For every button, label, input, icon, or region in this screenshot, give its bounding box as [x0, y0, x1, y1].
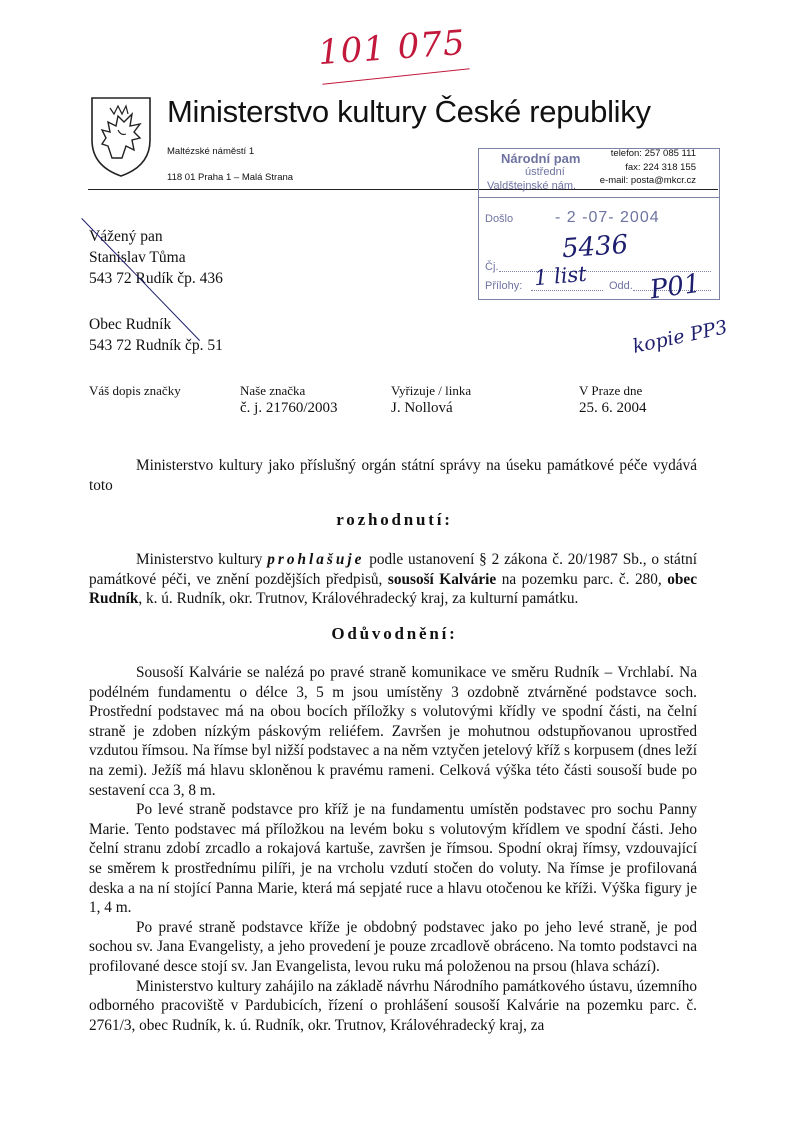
stamp-line-1: Národní pam — [501, 151, 581, 166]
handled-label: Vyřizuje / linka — [391, 383, 472, 398]
decision-verb: prohlašuje — [267, 551, 365, 568]
intro-paragraph: Ministerstvo kultury jako příslušný orgán státní správy na úseku památkové péče vydává toto — [89, 457, 697, 494]
handwritten-margin-note-2: kopie PP3 — [630, 316, 730, 358]
our-ref-value: č. j. 21760/2003 — [240, 400, 338, 416]
stamp-received-date: - 2 -07- 2004 — [555, 209, 660, 226]
date-value: 25. 6. 2004 — [579, 400, 647, 416]
reasoning-paragraph: Sousoší Kalvárie se nalézá po pravé straně komunikace ve směru Rudník – Vrchlabí. Na podélném fundamentu o délce 3, 5 m jsou umístěny 3 ozdobně ztvárněné podstavce soch. Prostřední podstavec má na obou bocích příložky s volutovými křídly ve spodní části, na čelní straně je zdoben nízkým páskovým reliéfem. Završen je mohutnou odstupňovanou uprostřed vzdutou římsou. Na římse byl nižší podstavec a na něm vztyčen jetelový kříž s korpusem (dnes leží na zemi). Ježíš má hlavu skloněnou k pravému rameni. Celková výška této části sousoší bude po sestavení cca 3, 8 m. — [89, 664, 697, 799]
recipient-block-1 — [89, 226, 223, 289]
reasoning-body — [89, 663, 697, 1035]
stamp-received-label: Došlo — [485, 213, 514, 225]
reasoning-heading: Odůvodnění: — [331, 624, 458, 643]
handwritten-margin-note-1: P01 — [648, 268, 703, 306]
recipient-name: Stanislav Tůma — [89, 249, 186, 266]
handwritten-pages-note: 1 list — [533, 261, 588, 291]
letterhead-city: 118 01 Praha 1 – Malá Strana — [167, 172, 294, 183]
stamp-attachments-label: Přílohy: — [485, 280, 523, 292]
stamp-attachments-dots — [531, 290, 603, 291]
recipient-name: Obec Rudník — [89, 316, 172, 333]
recipient-block-2 — [89, 314, 223, 356]
reasoning-paragraph: Po levé straně podstavce pro kříž je na fundamentu umístěn podstavec pro sochu Panny Marie. Tento podstavec má příložkou na levém boku s volutovým křídlem ve spodní části. Jeho čelní stranu zdobí zrcadlo a rokajová kartuše, završen je římsou. Spodní okraj římsy, vzdouvající se směrem k prostřednímu pilíři, je na vrcholu vzdutí stočen do voluty. Na římse je profilovaná deska a na ní stojící Panna Marie, která má sepjaté ruce a hlavu otočenou ke kříži. Výška figury je 1, 4 m. — [89, 801, 697, 917]
handled-value: J. Nollová — [391, 400, 453, 416]
stamp-divider — [479, 197, 719, 198]
recipient-address: 543 72 Rudík čp. 436 — [89, 270, 223, 287]
coat-of-arms-icon — [88, 94, 154, 178]
decision-paragraph: Ministerstvo kultury prohlašuje podle ustanovení § 2 zákona č. 20/1987 Sb., o státní památkové péči, ve znění pozdějších předpisů, sousoší Kalvárie na pozemku parc. č. 280, obec Rudník, k. ú. Rudník, okr. Trutnov, Královéhradecký kraj, za kulturní památku. — [89, 551, 698, 608]
letterhead-email: e-mail: posta@mkcr.cz — [599, 175, 696, 186]
stamp-line-3: Valdštejnské nám. — [487, 180, 577, 192]
stamp-dept-label: Odd. — [609, 280, 633, 292]
recipient-salutation: Vážený pan — [89, 228, 163, 245]
stamp-ref-label: Čj. — [485, 261, 499, 273]
handwritten-stamp-number: 5436 — [561, 229, 630, 265]
letterhead-title: Ministerstvo kultury České republiky — [167, 94, 651, 129]
letterhead-fax: fax: 224 318 155 — [625, 162, 696, 173]
letterhead-phone: telefon: 257 085 111 — [610, 148, 696, 159]
your-ref-label: Váš dopis značky — [89, 383, 181, 398]
letterhead-street: Maltézské náměstí 1 — [167, 146, 255, 157]
recipient-address: 543 72 Rudník čp. 51 — [89, 337, 223, 354]
handwritten-file-number: 101 075 — [316, 22, 467, 74]
reasoning-paragraph: Ministerstvo kultury zahájilo na základě návrhu Národního památkového ústavu, územního odborného pracoviště v Pardubicích, řízení o prohlášení sousoší Kalvárie na pozemku parc. č. 2761/3, obec Rudník, k. ú. Rudník, okr. Trutnov, Královéhradecký kraj, za — [89, 977, 697, 1034]
reasoning-paragraph: Po pravé straně podstavce kříže je obdobný podstavec jako po jeho levé straně, je pod sochou sv. Jana Evangelisty, a jeho provedení je pouze zrcadlově obráceno. Na tomto podstavci na profilované desce stojí sv. Jan Evangelista, levou ruku má položenou na prsou (hlava schází). — [89, 918, 697, 975]
our-ref-label: Naše značka — [240, 383, 306, 398]
decision-heading: rozhodnutí: — [336, 510, 453, 529]
place-date-label: V Praze dne — [579, 383, 643, 398]
stamp-line-2: ústřední — [525, 166, 565, 178]
